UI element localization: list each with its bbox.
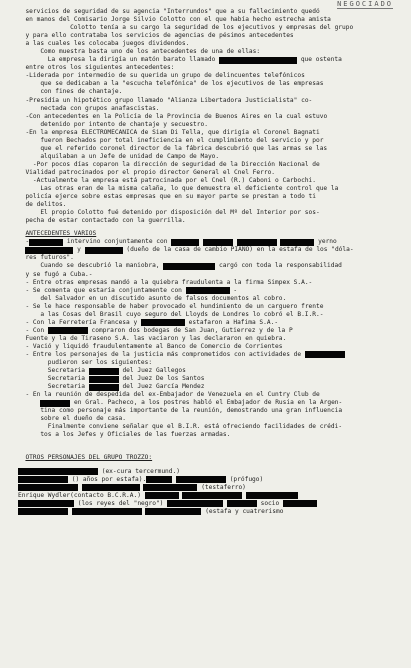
text-line bbox=[18, 72, 399, 80]
redaction-bar bbox=[186, 287, 230, 294]
text-segment: - Se comenta que estaría conjuntamente con bbox=[25, 286, 186, 294]
text-segment: Enrique Wydler(contacto B.C.R.A.) bbox=[18, 491, 145, 499]
text-segment: alquilaban a un Jefe de unidad de Campo de Mayo. bbox=[40, 152, 220, 160]
text-line bbox=[18, 48, 399, 56]
text-segment: yerno bbox=[314, 238, 337, 246]
text-segment: detenido por intento de chantaje y secuestro. bbox=[40, 120, 208, 128]
text-segment: con fines de chantaje. bbox=[40, 88, 123, 96]
text-line bbox=[18, 16, 399, 24]
text-segment: () años por estafa). bbox=[68, 475, 147, 483]
text-line bbox=[18, 32, 399, 40]
text-line bbox=[18, 508, 399, 516]
section-heading bbox=[18, 230, 399, 238]
text-line bbox=[18, 56, 399, 64]
text-line bbox=[18, 64, 399, 72]
text-line bbox=[18, 24, 399, 32]
redaction-bar bbox=[171, 239, 199, 246]
text-line bbox=[18, 423, 399, 431]
redaction-bar bbox=[89, 376, 119, 383]
text-line bbox=[18, 359, 399, 367]
text-segment: del Juez García Mendez bbox=[118, 383, 205, 391]
text-line bbox=[18, 500, 399, 508]
text-line bbox=[18, 311, 399, 319]
text-line bbox=[18, 153, 399, 161]
text-segment: ANTECEDENTES VARIOS bbox=[25, 230, 97, 238]
text-segment: La empresa la dirigía un matón barato llamado bbox=[47, 56, 220, 64]
text-segment: servicios de seguridad de su agencia "Interrundos" que a su fallecimiento quedó bbox=[25, 8, 320, 15]
text-segment: entre otros los siguientes antecedentes: bbox=[25, 64, 175, 72]
redaction-bar bbox=[141, 319, 185, 326]
redaction-bar bbox=[82, 484, 140, 491]
document-body bbox=[18, 8, 399, 516]
text-segment: - Vació y liquidó fraudulentamente al Banco de Comercio de Corrientes bbox=[25, 342, 283, 350]
text-line bbox=[18, 254, 399, 262]
text-line bbox=[18, 407, 399, 415]
redaction-bar bbox=[85, 247, 123, 254]
text-segment: Cuando se descubrió la maniobra, bbox=[40, 262, 164, 270]
text-segment: (dueño de la casa de cambio PIANO) en la estafa de los "dóla- bbox=[122, 246, 354, 254]
text-line bbox=[18, 287, 399, 295]
text-line bbox=[18, 145, 399, 153]
text-line bbox=[18, 40, 399, 48]
text-line bbox=[18, 121, 399, 129]
text-segment: a las Cosas del Brasil cuyo seguro del Lloyds de Londres lo cobró el B.I.R.- bbox=[40, 310, 324, 318]
text-segment: (estafa y cuatrerismo bbox=[201, 507, 284, 515]
text-segment: que ostenta bbox=[297, 56, 342, 64]
redaction-bar bbox=[143, 484, 197, 491]
text-segment: y para ello contrataba los servicios de agencias de pésimos antecedentes bbox=[25, 32, 294, 40]
text-segment: -Actualmente la empresa está patrocinada por el Cnel (R.) Caboni o Carbochi. bbox=[32, 176, 316, 184]
text-segment: - bbox=[229, 286, 238, 294]
text-line bbox=[18, 209, 399, 217]
text-line bbox=[18, 113, 399, 121]
text-segment: del Juez De los Santos bbox=[118, 375, 205, 383]
redaction-bar bbox=[227, 500, 257, 507]
text-segment: Finalmente conviene señalar que el B.I.R. está ofreciendo facilidades de crédi- bbox=[47, 423, 343, 431]
text-line bbox=[18, 367, 399, 375]
text-segment: (ex-cura tercermund.) bbox=[98, 467, 180, 475]
redaction-bar bbox=[176, 476, 226, 483]
negociado-stamp: NEGOCIADO bbox=[337, 0, 393, 8]
text-segment: Como muestra basta uno de los antecedentes de una de ellas: bbox=[40, 48, 261, 56]
redaction-bar bbox=[219, 57, 297, 64]
text-segment: del Salvador en un discutido asunto de falsos documentos al cobro. bbox=[40, 294, 287, 302]
text-segment: -Presidía un hipotético grupo llamado "Alianza Libertadora Justicialista" co- bbox=[25, 96, 313, 104]
redaction-bar bbox=[305, 351, 345, 358]
text-segment: a las cuales les colocaba juegos dividendos. bbox=[25, 40, 190, 48]
text-segment: -En la empresa ELECTROMECANICA de Siam Di Tella, que dirigía el Coronel Bagnati bbox=[25, 128, 320, 136]
text-line bbox=[18, 97, 399, 105]
text-segment: Fuente y la de Tiraseno S.A. las vaciaron y las declararon en quiebra. bbox=[25, 334, 287, 342]
text-segment: que el referido coronel director de la fábrica descubrió que las armas se las bbox=[40, 144, 328, 152]
text-segment: (testaferro) bbox=[197, 483, 246, 491]
text-segment: (prófugo) bbox=[225, 475, 264, 483]
text-line bbox=[18, 399, 399, 407]
text-line bbox=[18, 468, 399, 476]
redaction-bar bbox=[145, 492, 179, 499]
text-line bbox=[18, 169, 399, 177]
text-line bbox=[18, 319, 399, 327]
text-segment: Secretaria bbox=[47, 375, 89, 383]
text-segment: - Con bbox=[25, 326, 48, 334]
text-line bbox=[18, 335, 399, 343]
redaction-bar bbox=[167, 500, 223, 507]
text-segment: en manos del Comisario Jorge Silvio Colotto con el que había hecho estrecha amista bbox=[25, 16, 331, 24]
text-segment: policía ejerce sobre estas empresas que en su mayor parte se prestan a todo ti bbox=[25, 193, 317, 201]
text-line bbox=[18, 185, 399, 193]
text-segment: -Con antecedentes en la Policía de la Provincia de Buenos Aires en la cual estuvo bbox=[25, 112, 328, 120]
text-line bbox=[18, 343, 399, 351]
text-line bbox=[18, 391, 399, 399]
text-segment: pudieron ser los siguientes: bbox=[47, 359, 153, 367]
text-line bbox=[18, 177, 399, 185]
text-segment: OTROS PERSONAJES DEL GRUPO TROZZO: bbox=[25, 454, 153, 462]
text-line bbox=[18, 303, 399, 311]
text-segment: intervino conjuntamente con bbox=[63, 238, 172, 246]
text-segment: Secretaria bbox=[47, 367, 89, 375]
text-line bbox=[18, 217, 399, 225]
text-line bbox=[18, 246, 399, 254]
text-line bbox=[18, 375, 399, 383]
text-segment: del Juez Gallegos bbox=[118, 367, 186, 375]
redaction-bar bbox=[203, 239, 233, 246]
redaction-bar bbox=[280, 239, 314, 246]
text-segment: tina como personaje más importante de la reunión, demostrando una gran influencia bbox=[40, 407, 343, 415]
text-line bbox=[18, 415, 399, 423]
redaction-bar bbox=[48, 327, 88, 334]
text-line bbox=[18, 193, 399, 201]
text-segment: y se fugó a Cuba.- bbox=[25, 270, 93, 278]
text-segment: - bbox=[25, 238, 30, 246]
redaction-bar bbox=[29, 239, 63, 246]
text-segment: Las otras eran de la misma calaña, lo que demuestra el deficiente control que la bbox=[40, 185, 339, 193]
text-line bbox=[18, 105, 399, 113]
text-line bbox=[18, 492, 399, 500]
text-line bbox=[18, 80, 399, 88]
redaction-bar bbox=[163, 263, 215, 270]
redaction-bar bbox=[89, 384, 119, 391]
text-line bbox=[18, 327, 399, 335]
text-line bbox=[18, 431, 399, 439]
redaction-bar bbox=[89, 368, 119, 375]
text-line bbox=[18, 271, 399, 279]
text-line bbox=[18, 161, 399, 169]
redaction-bar bbox=[18, 476, 68, 483]
redaction-bar bbox=[18, 484, 78, 491]
section-heading bbox=[18, 454, 399, 462]
redaction-bar bbox=[18, 508, 68, 515]
text-segment: de delitos. bbox=[25, 201, 67, 209]
text-segment: tos a los Jefes y Oficiales de las fuerzas armadas. bbox=[40, 431, 231, 439]
text-line bbox=[18, 484, 399, 492]
text-segment: cargó con toda la responsabilidad bbox=[215, 262, 342, 270]
text-segment: - Con la Ferretería Francesa y bbox=[25, 318, 141, 326]
text-line bbox=[18, 262, 399, 270]
text-segment: - Se le hace responsable de haber provocado el hundimiento de un carguero frente bbox=[25, 302, 324, 310]
redaction-bar bbox=[237, 239, 277, 246]
text-segment: compraron dos bodegas de San Juan, Gutierrez y de la P bbox=[87, 326, 293, 334]
redaction-bar bbox=[40, 400, 70, 407]
text-segment: - En la reunión de despedida del ex-Embajador de Venezuela en el Cuntry Club de bbox=[25, 391, 320, 399]
text-segment: estafaron a Hafima S.A.- bbox=[184, 318, 279, 326]
redaction-bar bbox=[145, 508, 201, 515]
text-segment: -Liderada por intermedio de su querida un grupo de delincuentes telefónicos bbox=[25, 72, 305, 80]
redaction-bar bbox=[246, 492, 298, 499]
text-line bbox=[18, 351, 399, 359]
text-line bbox=[18, 383, 399, 391]
text-segment: (los reyes del "negro") bbox=[74, 499, 168, 507]
text-segment: pecha de estar contactado con la guerrilla. bbox=[25, 217, 186, 225]
text-segment: -Por pocos días coparon la dirección de seguridad de la Dirección Nacional de bbox=[32, 160, 320, 168]
text-line bbox=[18, 201, 399, 209]
text-segment: - Entre otras empresas mandó a la quiebra fraudulenta a la firma Simpex S.A.- bbox=[25, 278, 313, 286]
redaction-bar bbox=[25, 247, 73, 254]
text-line bbox=[18, 129, 399, 137]
redaction-bar bbox=[146, 476, 172, 483]
text-segment: - Entre los personajes de la justicia más comprometidos con actividades de bbox=[25, 350, 305, 358]
text-line bbox=[18, 137, 399, 145]
redaction-bar bbox=[283, 500, 317, 507]
text-segment: Vialidad patrocinados por el propio director General el Cnel Ferro. bbox=[25, 168, 276, 176]
text-segment: en Gral. Pacheco, a los postres habló el Embajador de Rusia en la Argen- bbox=[70, 399, 343, 407]
redaction-bar bbox=[18, 500, 74, 507]
text-segment: res futuros". bbox=[25, 254, 74, 262]
text-segment: Colotto tenía a su cargo la seguridad de los ejecutivos y empresas del grupo bbox=[70, 24, 354, 32]
text-segment: socio bbox=[256, 499, 283, 507]
text-segment: que se dedicaban a la "escucha telefónica" de los ejecutivos de las empresas bbox=[40, 80, 324, 88]
redaction-bar bbox=[182, 492, 242, 499]
text-line bbox=[18, 476, 399, 484]
text-segment: sobre el dueño de casa. bbox=[40, 415, 126, 423]
text-segment: Secretaria bbox=[47, 383, 89, 391]
redaction-bar bbox=[72, 508, 142, 515]
text-line bbox=[18, 238, 399, 246]
text-line bbox=[18, 295, 399, 303]
text-line bbox=[18, 88, 399, 96]
redaction-bar bbox=[18, 468, 98, 475]
text-segment: fueron Bechados por total ineficiencia en el cumplimiento del servicio y por bbox=[40, 136, 324, 144]
text-segment: El propio Colotto fué detenido por disposición del Mº del Interior por sos- bbox=[40, 209, 320, 217]
text-segment: y bbox=[73, 246, 85, 254]
text-line bbox=[18, 8, 399, 16]
text-line bbox=[18, 279, 399, 287]
text-segment: nectada con grupos anafascistas. bbox=[40, 104, 160, 112]
